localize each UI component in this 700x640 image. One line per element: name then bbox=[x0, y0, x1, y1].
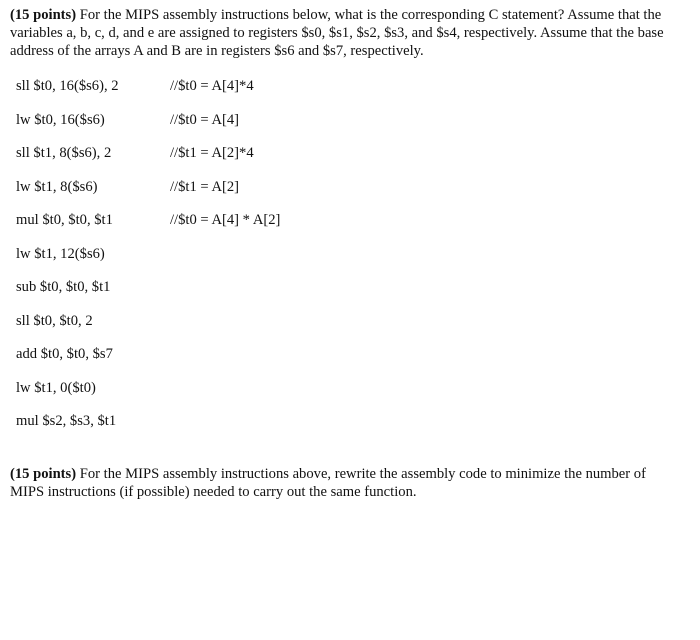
code-listing bbox=[16, 78, 656, 447]
instruction: lw $t0, 16($s6) bbox=[16, 111, 105, 128]
code-line bbox=[16, 346, 656, 380]
instruction-comment: //$t0 = A[4] bbox=[170, 111, 240, 128]
code-line bbox=[16, 380, 656, 414]
code-line bbox=[16, 112, 656, 146]
question-2-points: (15 points) bbox=[10, 466, 77, 482]
instruction: mul $t0, $t0, $t1 bbox=[16, 212, 113, 228]
code-line bbox=[16, 145, 656, 179]
instruction-comment: //$t1 = A[2]*4 bbox=[170, 145, 254, 161]
instruction: sll $t0, 16($s6), 2 bbox=[16, 78, 119, 94]
code-line bbox=[16, 78, 656, 112]
code-line bbox=[16, 413, 656, 447]
instruction: sll $t0, $t0, 2 bbox=[16, 312, 93, 329]
code-line bbox=[16, 313, 656, 347]
code-line bbox=[16, 279, 656, 313]
code-line bbox=[16, 212, 656, 246]
instruction: add $t0, $t0, $s7 bbox=[16, 346, 113, 362]
instruction: lw $t1, 0($t0) bbox=[16, 379, 96, 396]
instruction-comment: //$t0 = A[4] * A[2] bbox=[170, 212, 281, 228]
instruction-comment: //$t0 = A[4]*4 bbox=[170, 78, 254, 94]
instruction: sll $t1, 8($s6), 2 bbox=[16, 145, 112, 161]
question-1-paragraph bbox=[10, 6, 680, 60]
code-line bbox=[16, 246, 656, 280]
question-1-text: For the MIPS assembly instructions below, what is the corresponding C statement? Assume that the variables a, b, c, d, and e are assigned to registers $s0, $s1, $s2, $s3, and $s4, respectively. Assume that the base address of the arrays A and B are in registers $s6 and $s7, respectively. bbox=[10, 7, 664, 59]
question-1-points: (15 points) bbox=[10, 7, 77, 23]
instruction: lw $t1, 12($s6) bbox=[16, 245, 105, 262]
question-2-paragraph bbox=[10, 465, 680, 501]
instruction: sub $t0, $t0, $t1 bbox=[16, 279, 111, 295]
code-line bbox=[16, 179, 656, 213]
instruction: mul $s2, $s3, $t1 bbox=[16, 413, 117, 429]
question-2-text: For the MIPS assembly instructions above, rewrite the assembly code to minimize the number of MIPS instructions (if possible) needed to carry out the same function. bbox=[10, 466, 646, 500]
instruction-comment: //$t1 = A[2] bbox=[170, 178, 240, 195]
instruction: lw $t1, 8($s6) bbox=[16, 178, 98, 195]
